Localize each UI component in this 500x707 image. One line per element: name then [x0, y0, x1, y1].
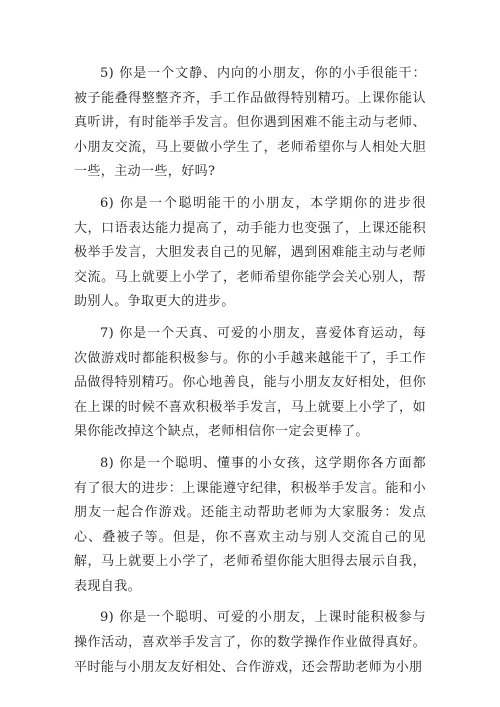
paragraph-9: 9) 你是一个聪明、可爱的小朋友，上课时能积极参与操作活动，喜欢举手发言了，你的数学操作作业做得真好。平时能与小朋友友好相处、合作游戏，还会帮助老师为小朋	[74, 610, 426, 675]
document-body	[74, 62, 426, 687]
paragraph-5: 5) 你是一个文静、内向的小朋友，你的小手很能干：被子能叠得整整齐齐，手工作品做得特别精巧。上课你能认真听讲，有时能举手发言。但你遇到困难不能主动与老师、小朋友交流，马上要做小学生了，老师希望你与人相处大胆一些，主动一些，好吗?	[74, 66, 426, 180]
paragraph-8: 8) 你是一个聪明、懂事的小女孩，这学期你各方面都有了很大的进步：上课能遵守纪律，积极举手发言。能和小朋友一起合作游戏。还能主动帮助老师为大家服务：发点心、叠被子等。但是，你不喜欢主动与别人交流自己的见解，马上就要上小学了，老师希望你能大胆得去展示自我，表现自我。	[74, 455, 426, 594]
paragraph-7: 7) 你是一个天真、可爱的小朋友，喜爱体育运动，每次做游戏时都能积极参与。你的小手越来越能干了，手工作品做得特别精巧。你心地善良，能与小朋友友好相处，但你在上课的时候不喜欢积极举手发言，马上就要上小学了，如果你能改掉这个缺点，老师相信你一定会更棒了。	[74, 325, 426, 440]
paragraph-6: 6) 你是一个聪明能干的小朋友，本学期你的进步很大，口语表达能力提高了，动手能力也变强了，上课还能积极举手发言，大胆发表自己的见解，遇到困难能主动与老师交流。马上就要上小学了，老师希望你能学会关心别人，帮助别人。争取更大的进步。	[74, 195, 426, 310]
